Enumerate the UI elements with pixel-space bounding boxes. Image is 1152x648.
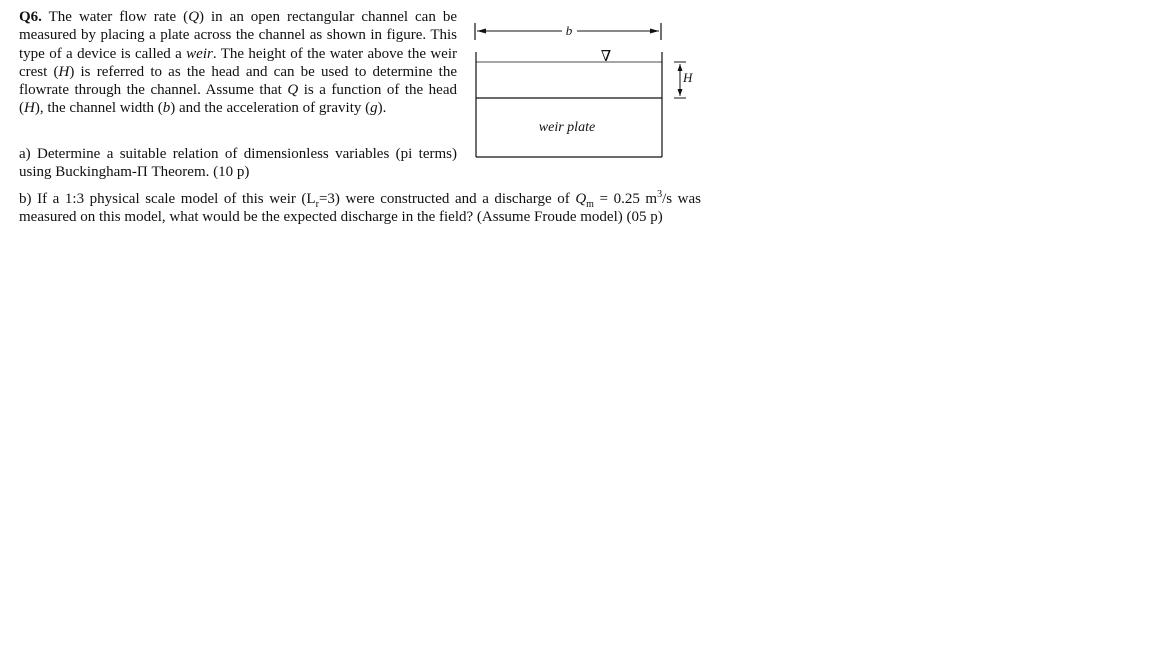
- part-b-text: b) If a 1:3 physical scale model of this weir $(L_r=3)$ were constructed and a discharge of $Q_m = 0.25$ $m^3/s$ was measured on this model, what would be the expected discharge in the field? (Assume Froude model) (05 p): [19, 189, 701, 226]
- width-label: b: [565, 23, 573, 38]
- question-number: Q6.: [19, 9, 42, 25]
- part-a-text: a) Determine a suitable relation of dimensionless variables (pi terms) using Buckingham-Π Theorem. (10 p): [19, 146, 457, 181]
- weir-plate-label: weir plate: [538, 120, 596, 135]
- question-intro: Q6. The water flow rate (Q) in an open rectangular channel can be measured by placing a plate across the channel as shown in figure. This type of a device is called a weir. The height of the water above the weir crest (H) is referred to as the head and can be used to determine the flowrate through the channel. Assume that Q is a function of the head (H), the channel width (b) and the acceleration of gravity (g).: [19, 9, 458, 117]
- width-dimension: [475, 23, 661, 40]
- head-label: H: [683, 70, 693, 85]
- weir-diagram: [468, 18, 708, 163]
- head-dimension: [674, 62, 693, 98]
- free-surface-symbol: ∇: [600, 49, 612, 65]
